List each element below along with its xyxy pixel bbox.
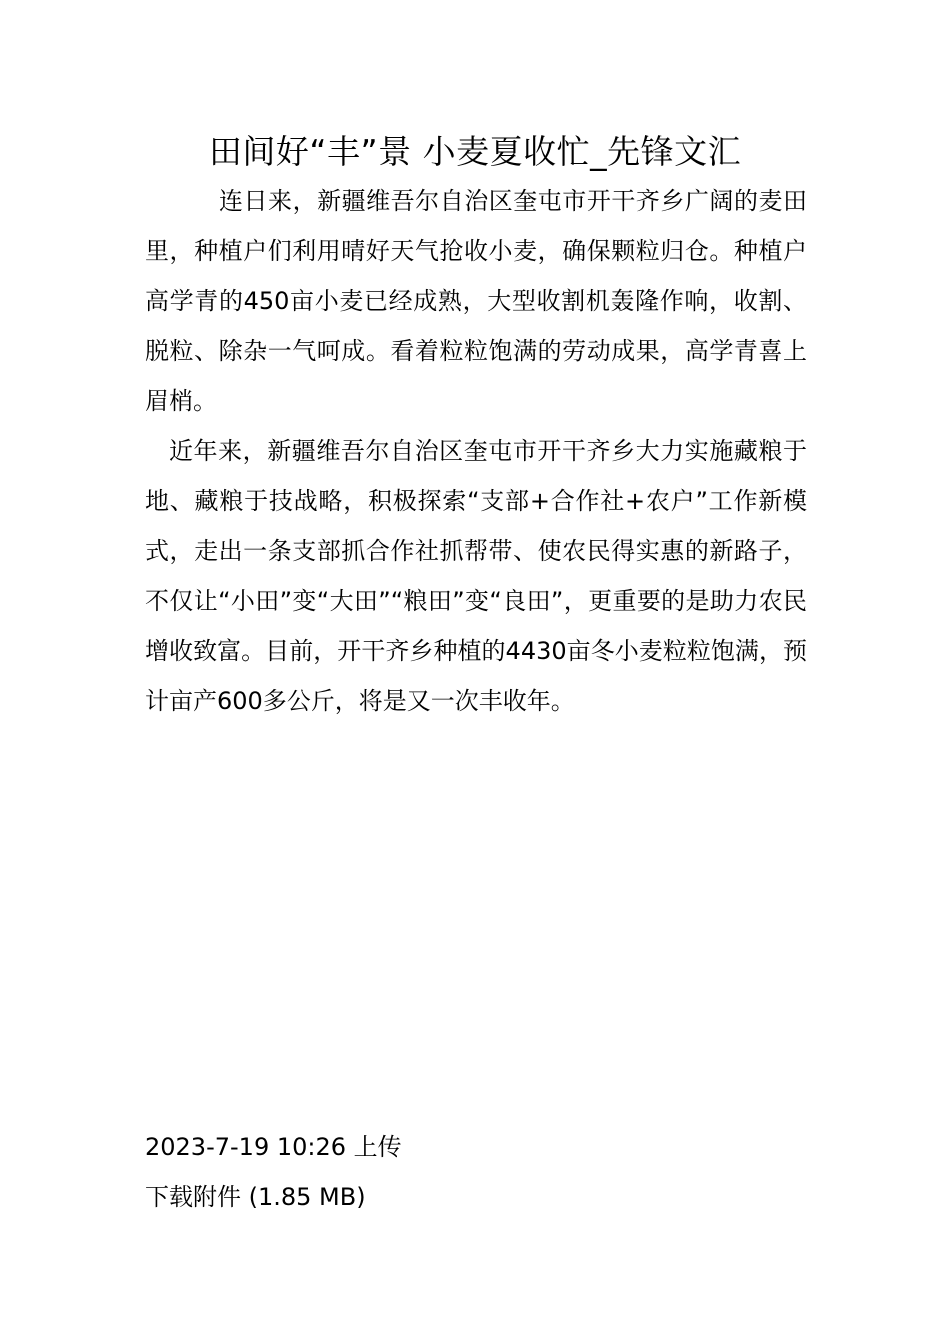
paragraph-2: 近年来，新疆维吾尔自治区奎屯市开干齐乡大力实施藏粮于地、藏粮于技战略，积极探索“支部+合作社+农户”工作新模式，走出一条支部抓合作社抓帮带、使农民得实惠的新路子，不仅让“小田”变“大田”“粮田”变“良田”，更重要的是助力农民增收致富。目前，开干齐乡种植的4430亩冬小麦粒粒饱满，预计亩产600多公斤，将是又一次丰收年。 xyxy=(145,437,807,715)
paragraph-1: 连日来，新疆维吾尔自治区奎屯市开干齐乡广阔的麦田里，种植户们利用晴好天气抢收小麦，确保颗粒归仓。种植户高学青的450亩小麦已经成熟，大型收割机轰隆作响，收割、脱粒、除杂一气呵成。看着粒粒饱满的劳动成果，高学青喜上眉梢。 xyxy=(145,187,807,415)
document-title: 田间好“丰”景 小麦夏收忙_先锋文汇 xyxy=(208,132,742,171)
attachment-meta xyxy=(145,1122,807,1222)
article-body xyxy=(145,176,807,726)
download-attachment-link[interactable]: 下载附件 (1.85 MB) xyxy=(145,1183,366,1211)
upload-timestamp: 2023-7-19 10:26 上传 xyxy=(145,1133,402,1161)
